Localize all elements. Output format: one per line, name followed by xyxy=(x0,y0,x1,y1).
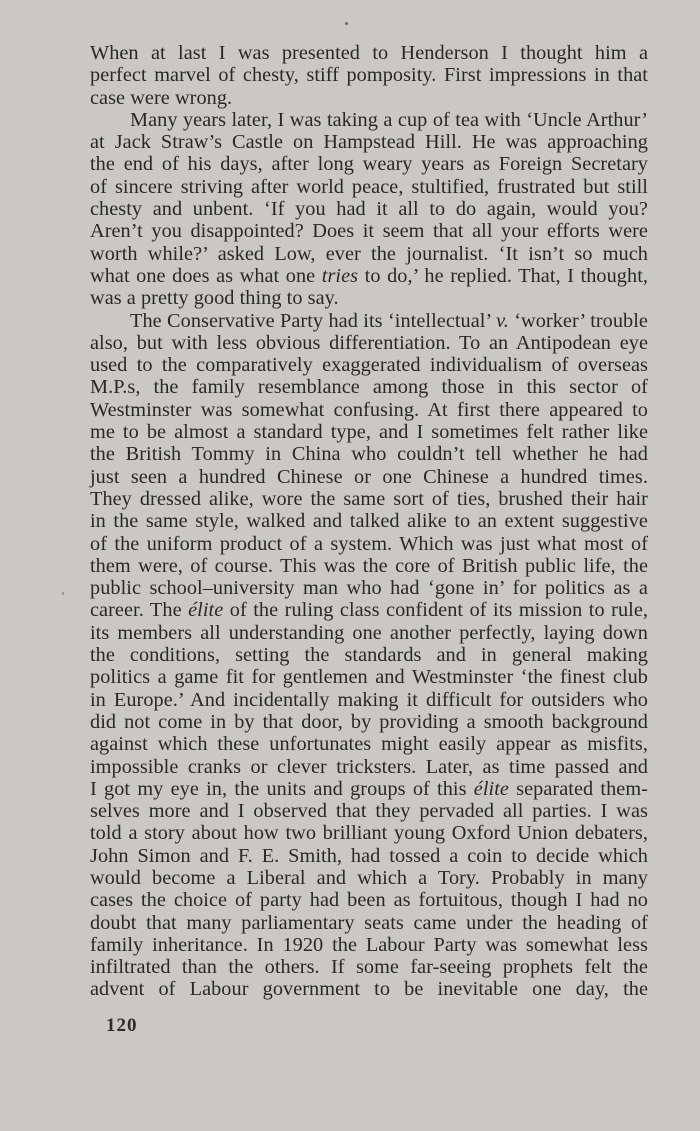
text-line: When at last I was presented to Henderson I thought him a xyxy=(90,42,648,64)
text-line: public school–university man who had ‘gone in’ for politics as a xyxy=(90,577,648,600)
text-line: used to the comparatively exaggerated individualism of overseas xyxy=(90,354,648,377)
text-line: chesty and unbent. ‘If you had it all to do again, would you? xyxy=(90,198,648,221)
paragraph-1 xyxy=(90,42,648,109)
text-line: me to be almost a standard type, and I sometimes felt rather like xyxy=(90,421,648,444)
top-dot-mark xyxy=(345,22,348,25)
text-line: the British Tommy in China who couldn’t tell whether he had xyxy=(90,443,648,466)
text-line: what one does as what one tries to do,’ he replied. That, I thought, xyxy=(90,264,648,287)
text-line: told a story about how two brilliant young Oxford Union debaters, xyxy=(90,822,648,845)
text-line: the conditions, setting the standards and in general making xyxy=(90,644,648,667)
text-line: perfect marvel of chesty, stiff pomposity. First impressions in that xyxy=(90,64,648,87)
text-line: case were wrong. xyxy=(90,86,233,109)
page-body xyxy=(90,42,648,1001)
text-line: in the same style, walked and talked alike to an extent suggestive xyxy=(90,510,648,533)
text-line: I got my eye in, the units and groups of this élite separated them- xyxy=(90,777,648,800)
text-line: John Simon and F. E. Smith, had tossed a coin to decide which xyxy=(90,844,648,867)
text-line: at Jack Straw’s Castle on Hampstead Hill. He was approaching xyxy=(90,131,648,154)
text-line: in Europe.’ And incidentally making it difficult for outsiders who xyxy=(90,688,648,711)
text-line: infiltrated than the others. If some far-seeing prophets felt the xyxy=(90,956,648,979)
paragraph-2 xyxy=(90,109,648,310)
text-line: Aren’t you disappointed? Does it seem that all your efforts were xyxy=(90,220,648,243)
text-line: worth while?’ asked Low, ever the journalist. ‘It isn’t so much xyxy=(90,242,648,265)
text-line: did not come in by that door, by providing a smooth background xyxy=(90,710,648,733)
text-line: against which these unfortunates might easily appear as misfits, xyxy=(90,733,648,756)
text-line: the end of his days, after long weary years as Foreign Secretary xyxy=(90,153,648,176)
text-line: family inheritance. In 1920 the Labour Party was somewhat less xyxy=(90,933,648,956)
text-line: also, but with less obvious differentiation. To an Antipodean eye xyxy=(90,331,648,354)
text-line: career. The élite of the ruling class confident of its mission to rule, xyxy=(90,599,649,622)
text-line: was a pretty good thing to say. xyxy=(90,287,339,310)
text-line: They dressed alike, wore the same sort of ties, brushed their hair xyxy=(90,487,648,510)
text-line: Many years later, I was taking a cup of tea with ‘Uncle Arthur’ xyxy=(130,108,648,131)
text-line: M.P.s, the family resemblance among those in this sector of xyxy=(90,376,648,399)
text-line: of sincere striving after world peace, stultified, frustrated but still xyxy=(90,175,648,198)
text-line: them were, of course. This was the core of British public life, the xyxy=(90,554,648,577)
page-number: 120 xyxy=(106,1015,138,1036)
text-line: Westminster was somewhat confusing. At first there appeared to xyxy=(90,398,648,421)
text-line: selves more and I observed that they pervaded all parties. I was xyxy=(90,800,648,823)
text-line: just seen a hundred Chinese or one Chinese a hundred times. xyxy=(90,465,648,488)
text-line: of the uniform product of a system. Which was just what most of xyxy=(90,532,648,555)
margin-mark xyxy=(62,592,64,595)
text-line: doubt that many parliamentary seats came under the heading of xyxy=(90,911,648,934)
text-line: its members all understanding one another perfectly, laying down xyxy=(90,621,648,644)
text-line: The Conservative Party had its ‘intellectual’ v. ‘worker’ trouble xyxy=(130,309,648,332)
text-line: would become a Liberal and which a Tory. Probably in many xyxy=(90,866,648,889)
text-line: impossible cranks or clever tricksters. Later, as time passed and xyxy=(90,755,648,778)
paragraph-3 xyxy=(90,310,648,1001)
text-line: cases the choice of party had been as fortuitous, though I had no xyxy=(90,889,648,912)
text-line: advent of Labour government to be inevitable one day, the xyxy=(90,978,648,1001)
text-line: politics a game fit for gentlemen and Westminster ‘the finest club xyxy=(90,666,648,689)
